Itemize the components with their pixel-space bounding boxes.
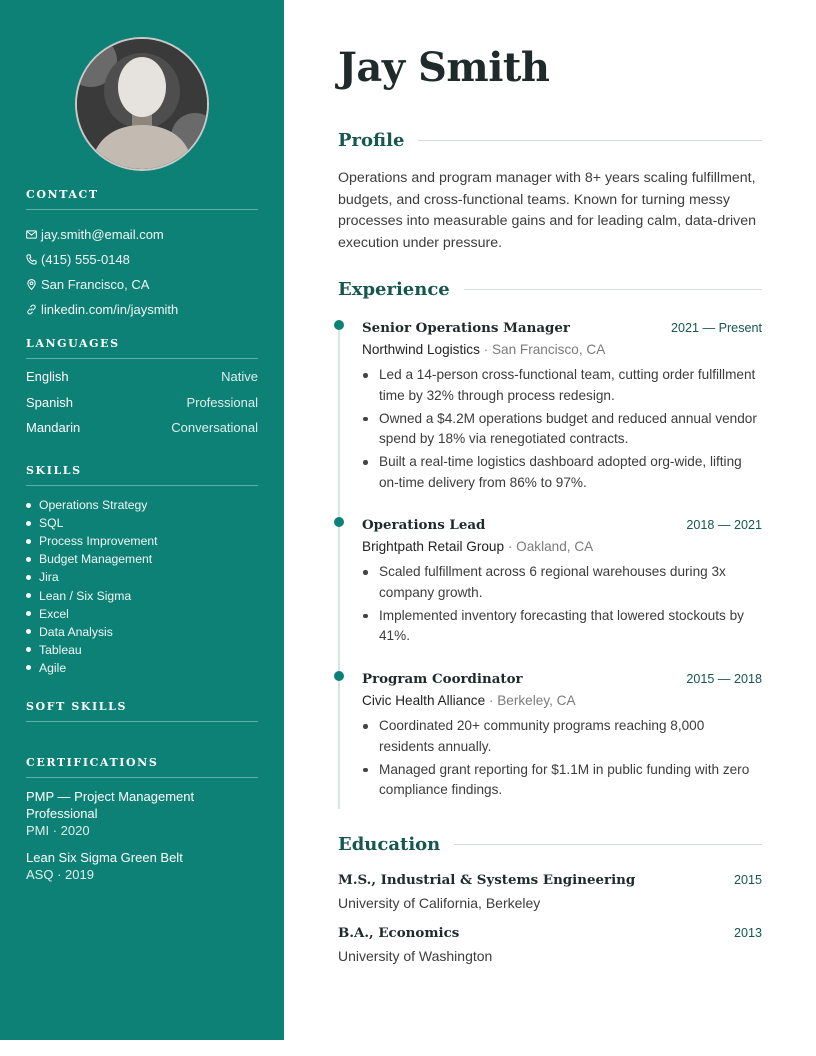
- education-item: [338, 925, 762, 964]
- location-pin-icon: [26, 279, 41, 290]
- certifications-heading: CERTIFICATIONS: [26, 756, 258, 778]
- profile-summary: Operations and program manager with 8+ years scaling fulfillment, budgets, and cross-functional teams. Known for turning messy processes into measurable gains and for leading calm, data-driven execution under pressure.: [338, 170, 756, 252]
- certification-title: Lean Six Sigma Green Belt: [26, 850, 183, 865]
- experience-heading: Experience: [338, 279, 762, 300]
- job-location: · Berkeley, CA: [485, 693, 576, 708]
- contact-phone-text: (415) 555-0148: [41, 252, 130, 267]
- skill-item: Tableau: [26, 641, 258, 659]
- certification-item: [26, 788, 258, 839]
- job-title: Program Coordinator: [362, 671, 523, 687]
- education-school: University of Washington: [338, 948, 493, 964]
- link-icon: [26, 304, 41, 315]
- job-company: Civic Health Alliance · Berkeley, CA: [362, 693, 576, 708]
- language-level: Professional: [186, 394, 258, 410]
- experience-item: [338, 320, 762, 496]
- job-dates: 2018 — 2021: [686, 518, 762, 532]
- education-heading: Education: [338, 834, 762, 855]
- contact-heading: CONTACT: [26, 188, 258, 210]
- contact-email[interactable]: [26, 222, 258, 247]
- phone-icon: [26, 254, 41, 265]
- contact-location-text: San Francisco, CA: [41, 277, 150, 292]
- timeline-marker: [334, 671, 344, 681]
- job-dates: 2015 — 2018: [686, 672, 762, 686]
- language-name: English: [26, 369, 69, 384]
- education-item: [338, 872, 762, 911]
- section-divider: [418, 140, 762, 141]
- skills-heading: SKILLS: [26, 464, 258, 486]
- skill-item: Operations Strategy: [26, 496, 258, 514]
- job-bullet: Managed grant reporting for $1.1M in public funding with zero compliance findings.: [362, 760, 762, 801]
- job-bullet: Led a 14-person cross-functional team, cutting order fulfillment time by 32% through process redesign.: [362, 365, 762, 406]
- certification-item: [26, 849, 258, 883]
- education-school: University of California, Berkeley: [338, 895, 541, 911]
- languages-list: [26, 369, 258, 446]
- education-degree: B.A., Economics: [338, 925, 460, 941]
- languages-heading: LANGUAGES: [26, 337, 258, 359]
- sidebar: [0, 0, 284, 1040]
- certification-issuer: ASQ · 2019: [26, 867, 94, 882]
- job-company: Brightpath Retail Group · Oakland, CA: [362, 539, 594, 554]
- certification-title: PMP — Project Management Professional: [26, 789, 195, 821]
- contact-linkedin[interactable]: [26, 297, 258, 322]
- job-location: · Oakland, CA: [504, 539, 594, 554]
- skill-item: Lean / Six Sigma: [26, 586, 258, 604]
- timeline-marker: [334, 320, 344, 330]
- skill-item: Process Improvement: [26, 532, 258, 550]
- mail-icon: [26, 229, 41, 240]
- skills-section: [26, 464, 258, 677]
- section-divider: [454, 844, 762, 845]
- job-company: Northwind Logistics · San Francisco, CA: [362, 342, 606, 357]
- language-level: Native: [221, 369, 258, 384]
- job-title: Senior Operations Manager: [362, 320, 570, 336]
- skill-item: Budget Management: [26, 550, 258, 568]
- education-degree: M.S., Industrial & Systems Engineering: [338, 872, 636, 888]
- avatar: [75, 37, 209, 171]
- job-bullet: Coordinated 20+ community programs reaching 8,000 residents annually.: [362, 716, 762, 757]
- experience-item: [338, 517, 762, 649]
- job-bullets: [338, 716, 762, 801]
- skill-item: Jira: [26, 568, 258, 586]
- avatar-silhouette: [77, 39, 207, 169]
- section-divider: [464, 289, 762, 290]
- job-bullet: Owned a $4.2M operations budget and reduced annual vendor spend by 18% via renegotiated contracts.: [362, 409, 762, 450]
- experience-item: [338, 671, 762, 803]
- skill-item: SQL: [26, 514, 258, 532]
- job-bullets: [338, 365, 762, 493]
- language-level: Conversational: [171, 420, 258, 435]
- language-name: Mandarin: [26, 420, 81, 435]
- skill-item: Agile: [26, 659, 258, 677]
- candidate-name: Jay Smith: [338, 44, 550, 91]
- contact-linkedin-text: linkedin.com/in/jaysmith: [41, 302, 179, 317]
- contact-location: [26, 272, 258, 297]
- contact-phone[interactable]: [26, 247, 258, 272]
- contact-section: [26, 188, 258, 322]
- job-bullet: Built a real-time logistics dashboard adopted org-wide, lifting on-time delivery from 86% to 97%.: [362, 452, 762, 493]
- contact-email-text: jay.smith@email.com: [41, 227, 164, 242]
- job-dates: 2021 — Present: [670, 321, 762, 335]
- job-bullet: Scaled fulfillment across 6 regional warehouses during 3x company growth.: [362, 562, 762, 603]
- skill-item: Data Analysis: [26, 623, 258, 641]
- job-title: Operations Lead: [362, 517, 486, 533]
- soft-skills-section: [26, 700, 258, 722]
- job-bullets: [338, 562, 762, 647]
- skills-list: [26, 496, 258, 677]
- language-item: [26, 395, 258, 421]
- certification-issuer: PMI · 2020: [26, 823, 90, 838]
- language-name: Spanish: [26, 394, 73, 410]
- language-item: [26, 369, 258, 395]
- contact-list: [26, 222, 258, 322]
- job-location: · San Francisco, CA: [479, 342, 606, 357]
- education-year: 2015: [733, 873, 762, 887]
- skill-item: Excel: [26, 605, 258, 623]
- certifications-section: [26, 756, 258, 883]
- job-bullet: Implemented inventory forecasting that lowered stockouts by 41%.: [362, 606, 762, 647]
- language-item: [26, 420, 258, 446]
- profile-heading: Profile: [338, 130, 762, 151]
- education-year: 2013: [733, 926, 762, 940]
- soft-skills-heading: SOFT SKILLS: [26, 700, 258, 722]
- timeline-marker: [334, 517, 344, 527]
- languages-section: [26, 337, 258, 446]
